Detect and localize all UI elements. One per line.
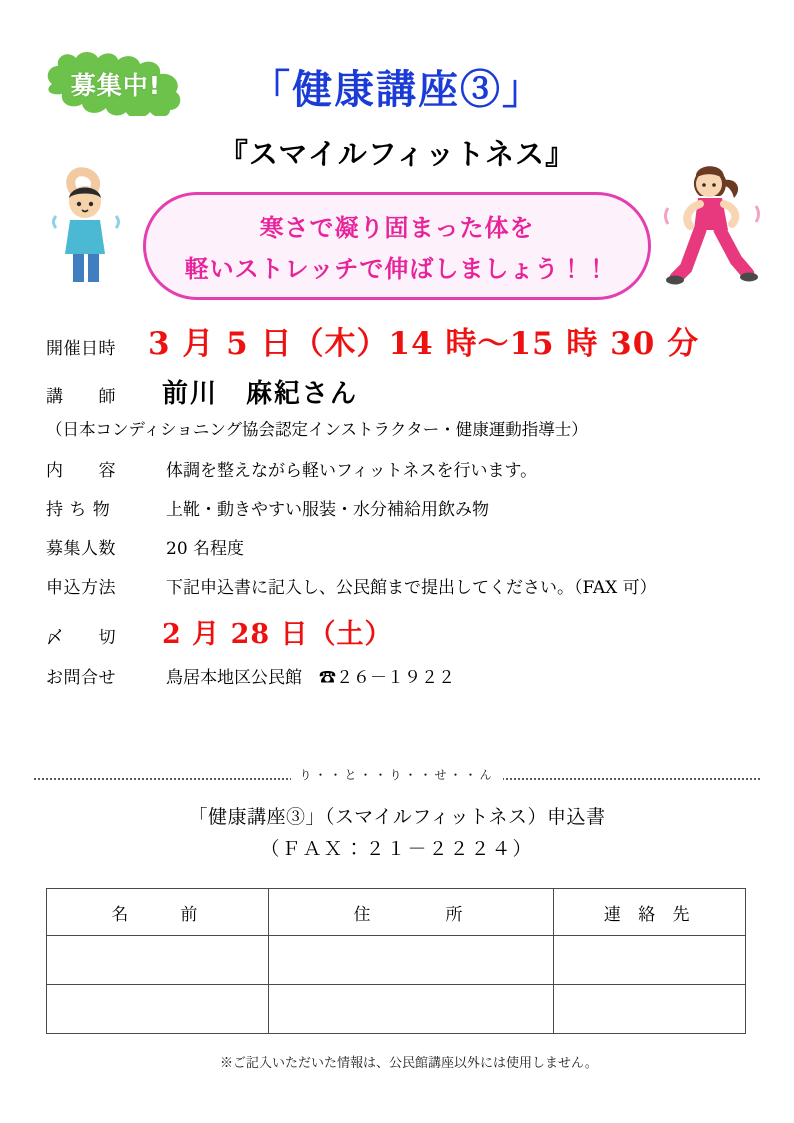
detail-value-teacher: 前川 麻紀さん	[162, 379, 359, 409]
detail-value-capacity: 20 名程度	[166, 539, 245, 559]
detail-row-bring	[0, 495, 794, 520]
cell-address-1[interactable]	[268, 936, 554, 985]
detail-row-apply-method	[0, 573, 794, 598]
page-subtitle: 『スマイルフィットネス』	[218, 137, 576, 171]
exercising-woman-illustration	[662, 156, 762, 288]
detail-label-apply-method: 申込方法	[46, 578, 116, 598]
detail-value-contact: 鳥居本地区公民館 ☎２６－１９２２	[166, 668, 455, 688]
table-row	[47, 985, 746, 1034]
table-header-row	[47, 889, 746, 936]
application-form-title: 「健康講座③」（スマイルフィットネス）申込書	[188, 806, 606, 828]
table-header-address: 住 所	[268, 889, 554, 936]
event-details	[0, 318, 794, 702]
detail-row-capacity	[0, 534, 794, 559]
recruiting-badge-label: 募集中!	[70, 71, 162, 100]
poster-header	[0, 0, 794, 283]
cut-line-area	[0, 766, 794, 790]
detail-row-date	[0, 318, 794, 363]
detail-value-bring: 上靴・動きやすい服装・水分補給用飲み物	[166, 500, 489, 520]
detail-label-capacity: 募集人数	[46, 539, 116, 559]
catchphrase-box	[143, 192, 651, 300]
detail-label-deadline: 〆 切	[46, 628, 116, 648]
application-table	[46, 888, 746, 1034]
stretching-man-illustration	[44, 158, 130, 286]
privacy-footnote-text: ※ご記入いただいた情報は、公民館講座以外には使用しません。	[220, 1056, 598, 1071]
table-header-contact: 連 絡 先	[554, 889, 746, 936]
cell-name-1[interactable]	[47, 936, 269, 985]
application-form-fax: （ＦＡＸ：２１－２２２４）	[260, 838, 534, 860]
cell-address-2[interactable]	[268, 985, 554, 1034]
detail-label-contact: お問合せ	[46, 668, 116, 688]
table-header-name: 名 前	[47, 889, 269, 936]
cell-contact-1[interactable]	[554, 936, 746, 985]
cut-line-label	[0, 766, 794, 783]
detail-row-teacher	[0, 373, 794, 410]
detail-value-deadline: 2 月 28 日（土）	[162, 619, 393, 650]
catchphrase-line-1: 寒さで凝り固まった体を	[259, 213, 535, 242]
table-row	[47, 936, 746, 985]
cut-line-label-text: り・・と・・り・・せ・・ん	[291, 768, 502, 782]
detail-label-bring: 持 ち 物	[46, 500, 111, 520]
detail-label-teacher: 講 師	[46, 387, 116, 407]
detail-value-content: 体調を整えながら軽いフィットネスを行います。	[166, 461, 538, 481]
detail-row-content	[0, 456, 794, 481]
detail-value-apply-method: 下記申込書に記入し、公民館まで提出してください。（FAX 可）	[166, 578, 657, 598]
page-title: 「健康講座③」	[250, 66, 544, 113]
detail-value-date: 3 月 5 日（木）14 時～15 時 30 分	[148, 326, 700, 362]
teacher-qualification-note: （日本コンディショニング協会認定インストラクター・健康運動指導士）	[46, 420, 588, 439]
detail-row-deadline	[0, 612, 794, 651]
detail-label-date: 開催日時	[46, 339, 116, 359]
privacy-footnote	[0, 1052, 794, 1071]
cell-contact-2[interactable]	[554, 985, 746, 1034]
detail-label-content: 内 容	[46, 461, 116, 481]
cell-name-2[interactable]	[47, 985, 269, 1034]
catchphrase-line-2: 軽いストレッチで伸ばしましょう！！	[184, 254, 610, 283]
detail-row-contact	[0, 663, 794, 688]
